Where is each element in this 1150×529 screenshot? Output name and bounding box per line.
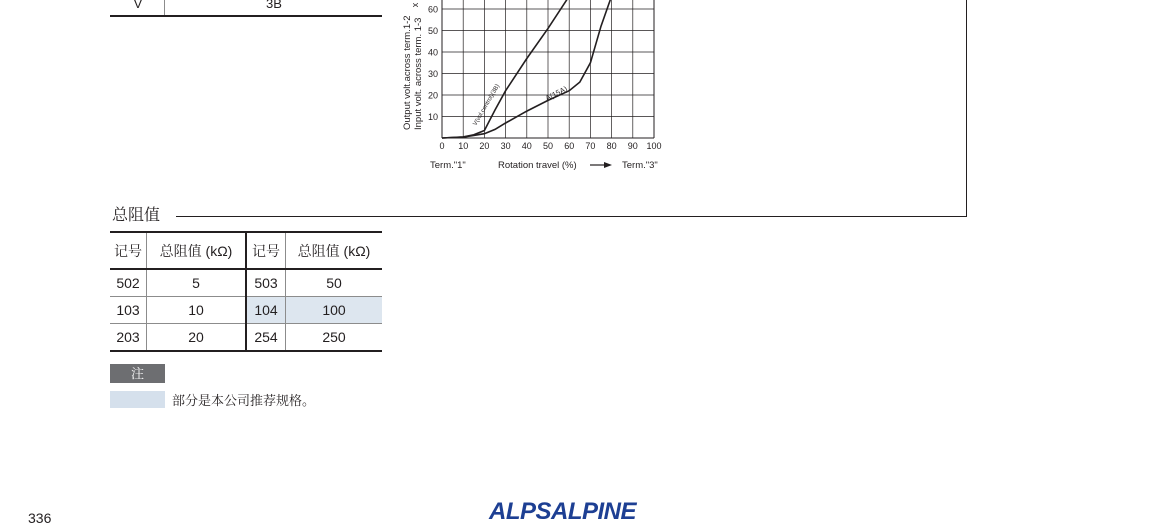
y-tick-label: 60 xyxy=(427,4,438,15)
y-tick-label: 50 xyxy=(427,26,438,36)
alpsalpine-logo: ALPSALPINE xyxy=(489,498,637,525)
table-cell-code: 502 xyxy=(110,269,147,297)
top-table-row-value: 3B xyxy=(266,0,282,11)
table-cell-code: 254 xyxy=(246,324,286,352)
section-title-rule xyxy=(176,216,967,217)
column-header-code-1: 记号 xyxy=(110,232,147,269)
table-cell-code: 503 xyxy=(246,269,286,297)
x-tick-label: 90 xyxy=(627,141,638,151)
series-line-v-3b xyxy=(442,0,573,138)
x-tick-label: 100 xyxy=(646,141,662,151)
x-tick-label: 60 xyxy=(564,141,575,151)
x-tick-labels xyxy=(439,141,661,151)
table-cell-resistance: 250 xyxy=(322,329,346,345)
table-cell-resistance: 50 xyxy=(286,269,383,297)
x-tick-label: 0 xyxy=(439,141,445,151)
x-axis-label: Rotation travel (%) xyxy=(498,160,577,171)
table-cell-resistance-recommended: 100 xyxy=(286,297,383,324)
y-axis-label-line1: Output volt.across term.1-2 xyxy=(402,15,413,130)
table-cell-resistance: 20 xyxy=(147,324,247,352)
top-table-divider xyxy=(164,0,165,15)
table-row xyxy=(110,269,382,297)
y-tick-label: 30 xyxy=(427,69,438,79)
y-tick-labels xyxy=(428,5,438,123)
table-cell-code: 203 xyxy=(110,324,147,352)
x-tick-label: 30 xyxy=(500,141,511,151)
recommended-legend-swatch xyxy=(110,391,165,408)
section-title-total-resistance: 总阻值 xyxy=(112,207,161,224)
chart-vertical-grid xyxy=(463,0,633,138)
y-tick-label: 20 xyxy=(427,90,438,101)
column-header-resistance-1: 总阻值 (kΩ) xyxy=(147,232,247,269)
x-term-left-label: Term."1" xyxy=(430,160,466,171)
note-badge: 注 xyxy=(110,364,165,383)
y-axis-label-line2: Input volt. across term. 1-3 xyxy=(413,17,424,130)
curve-label-v: V(vol.control)(3B) xyxy=(472,83,502,127)
spec-frame-right-border xyxy=(966,0,967,217)
x-tick-label: 50 xyxy=(542,141,554,151)
table-row xyxy=(110,324,382,352)
x-tick-label: 10 xyxy=(458,141,469,151)
y-tick-label: 40 xyxy=(427,47,438,58)
x-tick-label: 40 xyxy=(521,141,532,151)
curve-label-a: A(15A) xyxy=(543,84,569,103)
table-cell-code-recommended: 104 xyxy=(246,297,286,324)
resistance-table xyxy=(110,231,382,352)
table-row xyxy=(110,297,382,324)
x-tick-label: 80 xyxy=(606,141,617,151)
x-tick-label: 70 xyxy=(585,141,596,151)
column-header-code-2: 记号 xyxy=(246,232,286,269)
recommended-legend-text: 部分是本公司推荐规格。 xyxy=(172,393,316,408)
x-term-right-label: Term."3" xyxy=(622,160,658,171)
y-tick-label: 10 xyxy=(427,112,438,122)
table-cell-resistance: 5 xyxy=(147,269,247,297)
table-cell-resistance: 10 xyxy=(147,297,247,324)
y-axis-cut-glyph: x xyxy=(410,2,420,8)
x-axis-arrow-head xyxy=(604,162,612,168)
taper-curve-chart xyxy=(390,0,680,180)
column-header-resistance-2: 总阻值 (kΩ) xyxy=(286,232,383,269)
series-line-a-15a xyxy=(442,0,616,138)
top-table-rule xyxy=(110,15,382,17)
table-header-row xyxy=(110,232,382,269)
table-cell-code: 103 xyxy=(110,297,147,324)
x-tick-label: 20 xyxy=(479,141,490,151)
page-number: 336 xyxy=(28,510,52,526)
top-table-row-label: V xyxy=(133,0,143,11)
